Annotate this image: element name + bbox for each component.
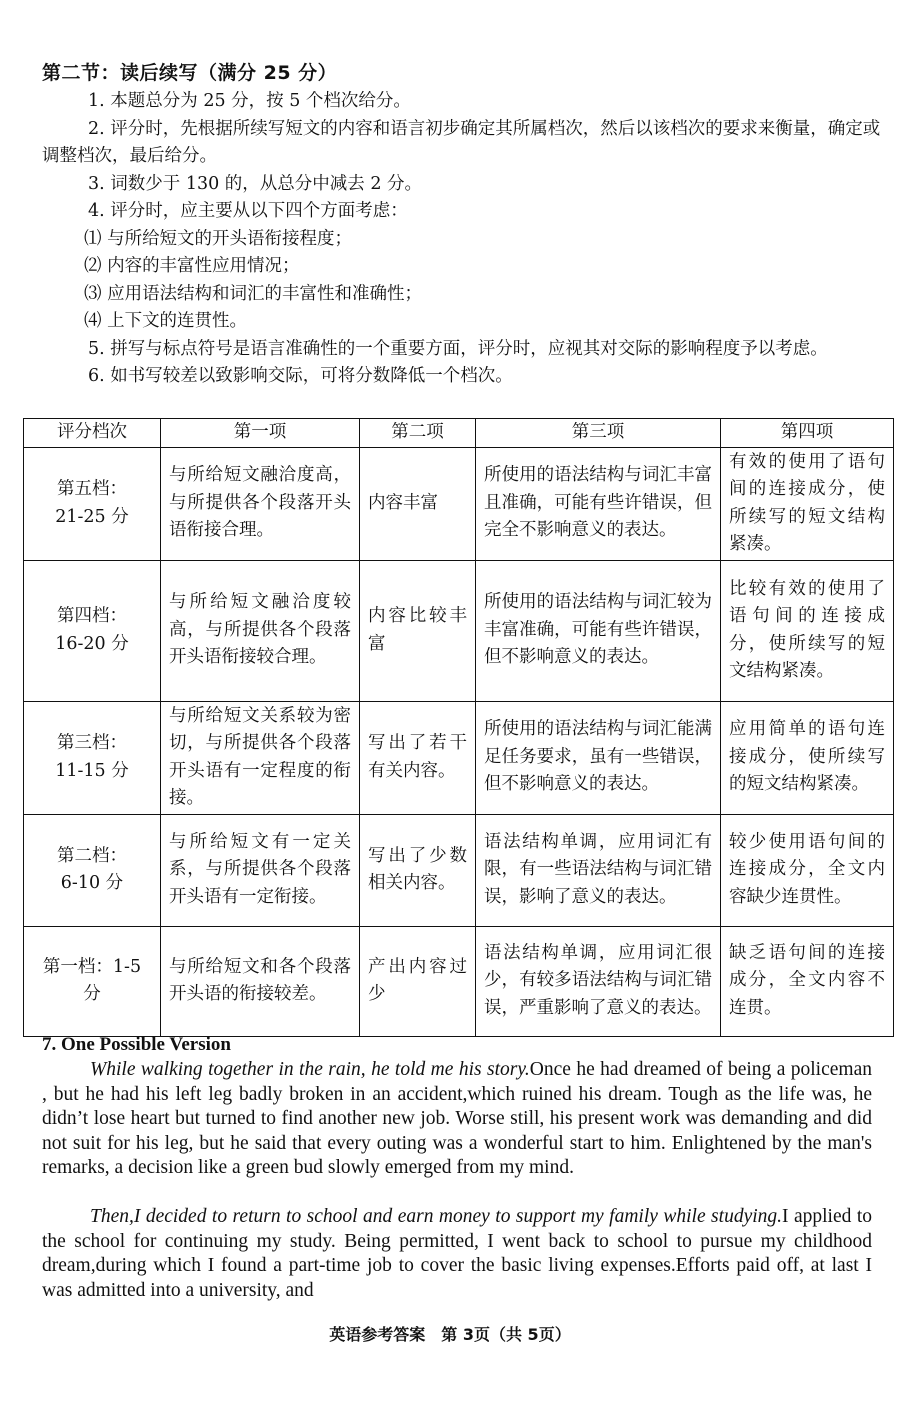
table-row bbox=[24, 701, 894, 814]
item3-cell: 语法结构单调，应用词汇有限，有一些语法结构与词汇错误，影响了意义的表达。 bbox=[476, 814, 721, 926]
rule-item: 4. 评分时，应主要从以下四个方面考虑： bbox=[88, 201, 408, 221]
item3-cell: 所使用的语法结构与词汇能满足任务要求，虽有一些错误，但不影响意义的表达。 bbox=[476, 701, 721, 814]
level-cell bbox=[24, 447, 161, 560]
level-range: 11-15 分 bbox=[55, 760, 129, 781]
table-row bbox=[24, 447, 894, 560]
rule-item: 6. 如书写较差以致影响交际，可将分数降低一个档次。 bbox=[88, 366, 513, 386]
page-footer: 英语参考答案 第 3页（共 5页） bbox=[329, 1325, 571, 1344]
item3-cell: 语法结构单调，应用词汇很少，有较多语法结构与词汇错误，严重影响了意义的表达。 bbox=[476, 926, 721, 1036]
sub-rule-item: ⑵ 内容的丰富性应用情况； bbox=[84, 256, 300, 276]
level-range: 16-20 分 bbox=[55, 633, 129, 654]
header-item-3: 第三项 bbox=[476, 419, 721, 448]
item2-cell: 内容比较丰富 bbox=[360, 560, 476, 701]
answer-title: 7. One Possible Version bbox=[42, 1034, 231, 1055]
item2-cell: 写出了少数相关内容。 bbox=[360, 814, 476, 926]
rule-item: 2. 评分时，先根据所续写短文的内容和语言初步确定其所属档次，然后以该档次的要求来衡量，确定或调整档次，最后给分。 bbox=[42, 118, 881, 166]
table-row bbox=[24, 814, 894, 926]
table-header-row bbox=[24, 419, 894, 448]
answer-paragraph-2 bbox=[42, 1205, 872, 1303]
level-range: 分 bbox=[83, 984, 101, 1004]
rule-item: 3. 词数少于 130 的，从总分中减去 2 分。 bbox=[88, 173, 423, 194]
item1-cell: 与所给短文关系较为密切，与所提供各个段落开头语有一定程度的衔接。 bbox=[161, 701, 360, 814]
header-item-2: 第二项 bbox=[360, 419, 476, 448]
header-level: 评分档次 bbox=[24, 419, 161, 448]
paragraph-opening: Then,I decided to return to school and earn money to support my family while studying. bbox=[90, 1206, 783, 1227]
sub-rule-item: ⑶ 应用语法结构和词汇的丰富性和准确性； bbox=[84, 283, 423, 304]
level-name: 第四档： bbox=[57, 606, 127, 626]
table-row bbox=[24, 926, 894, 1036]
item1-cell: 与所给短文融洽度高，与所提供各个段落开头语衔接合理。 bbox=[161, 447, 360, 560]
item4-cell: 较少使用语句间的连接成分，全文内容缺少连贯性。 bbox=[721, 814, 894, 926]
level-cell bbox=[24, 926, 161, 1036]
level-cell bbox=[24, 560, 161, 701]
rule-item: 1. 本题总分为 25 分，按 5 个档次给分。 bbox=[88, 91, 411, 111]
level-cell bbox=[24, 814, 161, 926]
level-range: 6-10 分 bbox=[60, 873, 124, 893]
item4-cell: 应用简单的语句连接成分，使所续写的短文结构紧凑。 bbox=[721, 701, 894, 814]
level-name: 第五档： bbox=[57, 479, 127, 499]
level-range: 21-25 分 bbox=[55, 506, 129, 527]
level-name: 第三档： bbox=[57, 733, 127, 753]
item4-cell: 有效的使用了语句间的连接成分，使所续写的短文结构紧凑。 bbox=[721, 447, 894, 560]
section-heading: 第二节：读后续写（满分 25 分） bbox=[42, 62, 338, 84]
paragraph-opening: While walking together in the rain, he told me his story. bbox=[90, 1059, 530, 1080]
item3-cell: 所使用的语法结构与词汇丰富且准确，可能有些许错误，但完全不影响意义的表达。 bbox=[476, 447, 721, 560]
paragraph-body: Once he had dreamed of being a policeman , but he had his left leg badly broken in an accident,which ruined his dream. Tough as the life was, he didn’t lose heart but turned to find another new job. Worse still, his present work was demanding and did not suit for his leg, but he said that every outing was a wonderful start to him. Enlightened by the man's remarks, a decision like a green bud slowly emerged from my mind. bbox=[42, 1059, 872, 1179]
sub-rule-item: ⑷ 上下文的连贯性。 bbox=[84, 311, 248, 331]
level-name: 第一档：1-5 bbox=[42, 956, 142, 977]
item3-cell: 所使用的语法结构与词汇较为丰富准确，可能有些许错误，但不影响意义的表达。 bbox=[476, 560, 721, 701]
item4-cell: 缺乏语句间的连接成分，全文内容不连贯。 bbox=[721, 926, 894, 1036]
rule-item: 5. 拼写与标点符号是语言准确性的一个重要方面，评分时，应视其对交际的影响程度予以考虑。 bbox=[88, 338, 828, 359]
scoring-rules bbox=[42, 88, 882, 391]
item1-cell: 与所给短文和各个段落开头语的衔接较差。 bbox=[161, 926, 360, 1036]
item1-cell: 与所给短文有一定关系，与所提供各个段落开头语有一定衔接。 bbox=[161, 814, 360, 926]
paragraph-body: I applied to the school for continuing my study. Being permitted, I went back to school to pursue my childhood dream,during which I found a part-time job to cover the basic living expenses.Efforts paid off, at last I was admitted into a university, and bbox=[42, 1206, 872, 1301]
level-name: 第二档： bbox=[57, 845, 127, 866]
item1-cell: 与所给短文融洽度较高，与所提供各个段落开头语衔接较合理。 bbox=[161, 560, 360, 701]
header-item-1: 第一项 bbox=[161, 419, 360, 448]
scoring-table bbox=[23, 418, 894, 1037]
header-item-4: 第四项 bbox=[721, 419, 894, 448]
answer-paragraph-1 bbox=[42, 1058, 872, 1181]
item4-cell: 比较有效的使用了语句间的连接成分，使所续写的短文结构紧凑。 bbox=[721, 560, 894, 701]
item2-cell: 产出内容过少 bbox=[360, 926, 476, 1036]
table-row bbox=[24, 560, 894, 701]
item2-cell: 内容丰富 bbox=[360, 447, 476, 560]
sub-rule-item: ⑴ 与所给短文的开头语衔接程度； bbox=[84, 228, 353, 249]
item2-cell: 写出了若干有关内容。 bbox=[360, 701, 476, 814]
level-cell bbox=[24, 701, 161, 814]
